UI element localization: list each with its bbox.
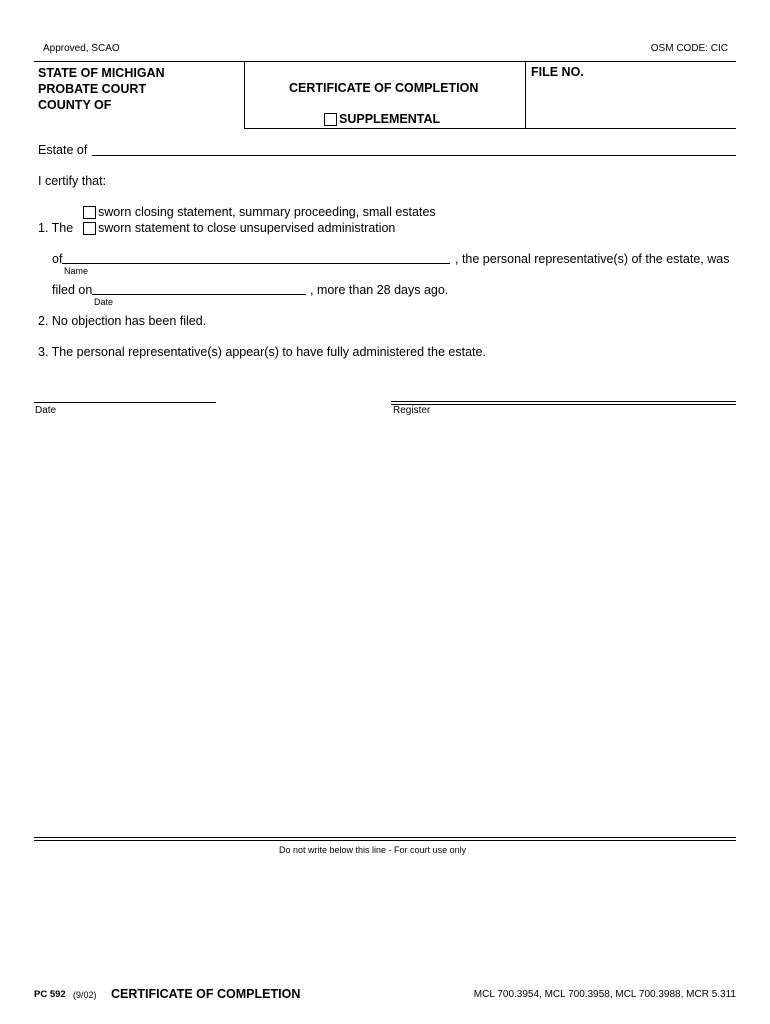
option-b-checkbox[interactable] <box>83 222 96 235</box>
file-no-label: FILE NO. <box>531 65 584 79</box>
filed-date-field[interactable] <box>92 294 306 295</box>
of-label: of <box>52 252 63 266</box>
register-label: Register <box>393 405 431 416</box>
form-title: CERTIFICATE OF COMPLETION <box>289 81 479 95</box>
footer-citations: MCL 700.3954, MCL 700.3958, MCL 700.3988, MCR 5.311 <box>473 989 736 1000</box>
header-top-rule <box>34 61 736 62</box>
approved-text: Approved, SCAO <box>43 43 120 54</box>
name-caption: Name <box>64 266 89 276</box>
court-use-note: Do not write below this line - For court use only <box>279 845 467 855</box>
signature-date-label: Date <box>35 405 57 416</box>
footer-title: CERTIFICATE OF COMPLETION <box>111 987 301 1001</box>
court-name: PROBATE COURT <box>38 82 147 96</box>
option-a-label: sworn closing statement, summary proceeding, small estates <box>98 205 436 219</box>
pr-suffix-text: , the personal representative(s) of the estate, was <box>455 252 730 266</box>
register-signature-line[interactable] <box>391 401 736 405</box>
option-a-checkbox[interactable] <box>83 206 96 219</box>
item2-text: 2. No objection has been filed. <box>38 314 207 328</box>
certify-label: I certify that: <box>38 174 107 188</box>
item3-text: 3. The personal representative(s) appear(s) to have fully administered the estate. <box>38 345 486 359</box>
court-use-divider <box>34 837 736 841</box>
pr-name-field[interactable] <box>62 263 450 264</box>
estate-name-field[interactable] <box>92 155 736 156</box>
supplemental-checkbox[interactable] <box>324 113 337 126</box>
osm-code-text: OSM CODE: CIC <box>650 43 728 54</box>
estate-of-label: Estate of <box>38 143 88 157</box>
court-county: COUNTY OF <box>38 98 112 112</box>
header-bottom-rule <box>244 128 736 129</box>
filed-on-label: filed on <box>52 283 93 297</box>
court-block <box>38 65 165 113</box>
signature-date-line[interactable] <box>34 402 216 403</box>
header-divider-left <box>244 61 245 129</box>
date-caption: Date <box>94 297 114 307</box>
option-b-label: sworn statement to close unsupervised administration <box>98 221 396 235</box>
footer-form-number: PC 592 <box>34 989 66 1000</box>
supplemental-label: SUPPLEMENTAL <box>339 112 441 126</box>
days-suffix-text: , more than 28 days ago. <box>310 283 449 297</box>
footer-revision: (9/02) <box>73 990 97 1000</box>
header-divider-right <box>525 61 526 129</box>
court-state: STATE OF MICHIGAN <box>38 66 165 80</box>
item1-number: 1. The <box>38 221 74 235</box>
